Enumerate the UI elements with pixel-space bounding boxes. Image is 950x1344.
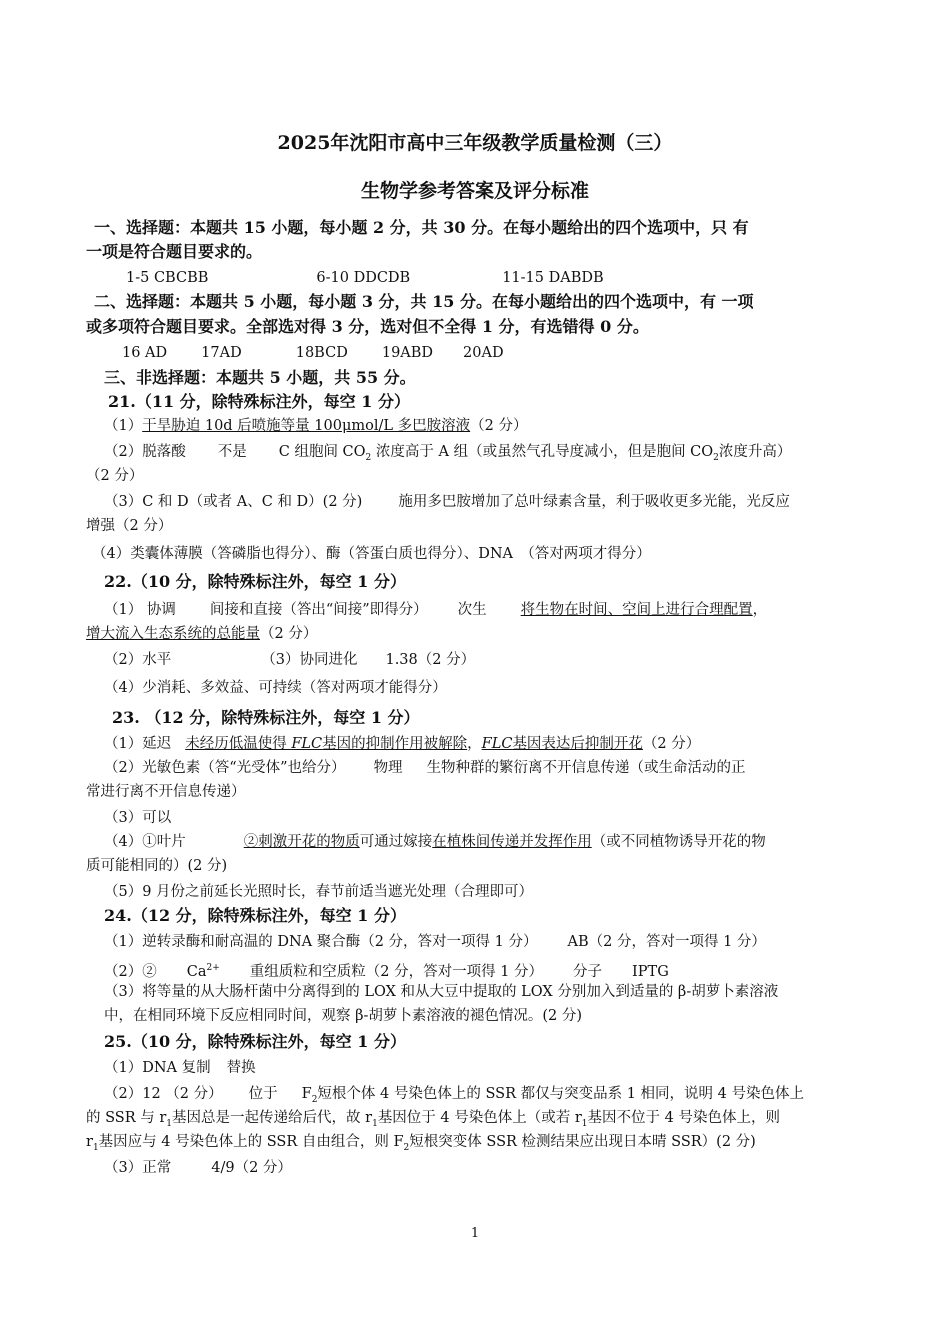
q23-answer-5: （5）9 月份之前延长光照时长，春节前适当遮光处理（合理即可） — [104, 884, 534, 900]
answer-20: 20AD — [463, 345, 504, 361]
q21-answer-1 — [104, 414, 864, 438]
q22-answer-1-cont — [86, 622, 864, 646]
q23-2-b: 物理 — [373, 760, 403, 776]
section3-heading: 三、非选择题：本题共 5 小题，共 55 分。 — [104, 368, 416, 387]
q24-2-d: 分子 — [573, 963, 603, 980]
q24-answer-1 — [104, 930, 864, 954]
q25-2-c1: F — [301, 1086, 312, 1102]
answer-18: 18BCD — [295, 345, 348, 361]
q25-2-b: 位于 — [248, 1086, 278, 1102]
q22-heading: 22.（10 分，除特殊标注外，每空 1 分） — [104, 572, 406, 591]
q25-1-b: 替换 — [226, 1060, 256, 1076]
q23-1-u2 — [482, 736, 643, 752]
q21-2-b: 不是 — [217, 444, 247, 460]
q24-2-a: （2）② — [104, 963, 157, 980]
q22-1b-u: 增大流入生态系统的总能量 — [86, 626, 260, 642]
q22-answer-4: （4）少消耗、多效益、可持续（答对两项才能得分） — [104, 680, 447, 696]
q21-2-a: （2）脱落酸 — [104, 444, 186, 460]
q21-2-c: C 组胞间 CO — [278, 444, 366, 460]
q25-3-3: 基因位于 4 号染色体上（或若 r — [377, 1110, 582, 1126]
answer-19: 19ABD — [381, 345, 434, 361]
q24-2-b: Ca — [186, 963, 207, 980]
q24-2-c: 重组质粒和空质粒（2 分，答对一项得 1 分） — [249, 963, 544, 980]
section2-heading: 二、选择题：本题共 5 小题，每小题 3 分，共 15 分。在每小题给出的四个选项中，有 一项 — [94, 292, 754, 311]
q23-2-c: 生物种群的繁衍离不开信息传递（或生命活动的正 — [426, 760, 746, 776]
q25-3-3s: 1 — [581, 1118, 588, 1129]
q22-1b-score: （2 分） — [260, 626, 318, 642]
section2-heading-cont: 或多项符合题目要求。全部选对得 3 分，选对但不全得 1 分，有选错得 0 分。 — [86, 317, 649, 336]
q25-3-2s: 1 — [372, 1118, 378, 1129]
q25-3-1: 的 SSR 与 r — [86, 1110, 167, 1126]
q23-1-u2i: FLC — [481, 736, 513, 752]
q22-2-b: （3）协同进化 — [261, 652, 358, 668]
q23-4-u1: ②刺激开花的物质 — [243, 834, 360, 850]
q24-1-a: （1）逆转录酶和耐高温的 DNA 聚合酶（2 分，答对一项得 1 分） — [104, 934, 538, 950]
q21-1-text: 干旱胁迫 10d 后喷施等量 100μmol/L 多巴胺溶液 — [142, 418, 471, 434]
section1-answers — [126, 266, 864, 290]
q22-1-u: 将生物在时间、空间上进行合理配置 — [520, 602, 753, 618]
q25-2-c2: 短根个体 4 号染色体上的 SSR 都仅与突变品系 1 相同，说明 4 号染色体上 — [317, 1086, 804, 1102]
q25-4-3: 短根突变体 SSR 检测结果应出现日本晴 SSR）(2 分) — [409, 1134, 756, 1150]
q23-answer-2 — [104, 756, 864, 780]
q25-3-2: 基因总是一起传递给后代，故 r — [172, 1110, 373, 1126]
q22-answer-2 — [104, 648, 864, 672]
q23-2-a: （2）光敏色素（答“光受体”也给分） — [104, 760, 346, 776]
q25-heading: 25.（10 分，除特殊标注外，每空 1 分） — [104, 1032, 406, 1051]
q21-3-b: 施用多巴胺增加了总叶绿素含量，利于吸收更多光能，光反应 — [398, 494, 790, 510]
page-subtitle: 生物学参考答案及评分标准 — [360, 180, 589, 202]
q25-5-b: 4/9（2 分） — [211, 1160, 292, 1176]
q23-1-u1 — [185, 736, 467, 752]
q21-answer-3-cont: 增强（2 分） — [86, 518, 173, 534]
q25-answer-3 — [104, 1156, 864, 1180]
answer-16: 16 AD — [122, 345, 168, 361]
q25-3-4: 基因不位于 4 号染色体上，则 — [587, 1110, 780, 1126]
section1-heading: 一、选择题：本题共 15 小题，每小题 2 分，共 30 分。在每小题给出的四个选项中，只 有 — [94, 218, 749, 237]
q23-1-u1i: FLC — [291, 736, 323, 752]
q21-3-a: （3）C 和 D（或者 A、C 和 D）(2 分) — [104, 494, 363, 510]
q23-answer-3: （3）可以 — [104, 810, 172, 826]
q23-answer-1 — [104, 732, 864, 756]
q25-4-2s: 2 — [403, 1142, 410, 1153]
q23-answer-4-cont: 质可能相同的）(2 分) — [86, 858, 228, 874]
q23-1-mid: ， — [467, 736, 482, 752]
q21-2-c3: 浓度升高） — [718, 444, 792, 460]
q24-answer-3: （3）将等量的从大肠杆菌中分离得到的 LOX 和从大豆中提取的 LOX 分别加入到适量的 β-胡萝卜素溶液 — [104, 984, 779, 1000]
section1-heading-cont: 一项是符合题目要求的。 — [86, 242, 263, 261]
q21-2-sub: 2 — [365, 452, 372, 463]
q25-4-1: r — [86, 1134, 93, 1150]
q23-heading: 23. （12 分，除特殊标注外，每空 1 分） — [112, 708, 420, 727]
q22-2-a: （2）水平 — [104, 652, 172, 668]
q24-answer-3-cont: 中，在相同环境下反应相同时间，观察 β-胡萝卜素溶液的褪色情况。(2 分) — [104, 1008, 583, 1024]
q22-1-c: 次生 — [457, 602, 487, 618]
q23-4-a: （4）①叶片 — [104, 834, 186, 850]
q21-answer-4: （4）类囊体薄膜（答磷脂也得分）、酶（答蛋白质也得分）、DNA （答对两项才得分） — [92, 546, 651, 562]
q21-1-label: （1） — [104, 418, 143, 434]
q24-2-sup: 2+ — [206, 963, 220, 973]
q23-1-score: （2 分） — [642, 736, 701, 752]
page-number: 1 — [470, 1226, 480, 1241]
q21-answer-3 — [104, 490, 864, 514]
q21-2-sub2: 2 — [713, 452, 719, 463]
page-title: 2025年沈阳市高中三年级教学质量检测（三） — [277, 132, 673, 154]
section2-answers — [122, 341, 864, 365]
q21-2-c2: 浓度高于 A 组（或虽然气孔导度减小，但是胞间 CO — [371, 444, 714, 460]
q21-answer-2-cont: （2 分） — [86, 468, 144, 484]
q23-4-m: 可通过嫁接 — [359, 834, 433, 850]
q25-2-c1s: 2 — [311, 1094, 318, 1105]
q25-answer-1 — [104, 1056, 864, 1080]
q21-heading: 21.（11 分，除特殊标注外，每空 1 分） — [108, 392, 410, 411]
q23-4-u2: 在植株间传递并发挥作用 — [432, 834, 592, 850]
q22-2-c: 1.38（2 分） — [385, 652, 476, 668]
q23-1-u1a: 未经历低温使得 — [185, 736, 292, 752]
q23-answer-2-cont: 常进行离不开信息传递） — [86, 784, 246, 800]
q23-1-u1b: 基因的抑制作用被解除 — [322, 736, 468, 752]
q22-1-b: 间接和直接（答出“间接”即得分） — [209, 602, 428, 618]
q24-2-e: IPTG — [632, 963, 669, 980]
q22-1-end: ， — [752, 602, 768, 618]
answer-1-5: 1-5 CBCBB — [126, 270, 209, 286]
q23-answer-4 — [104, 830, 864, 854]
answer-6-10: 6-10 DDCDB — [316, 270, 411, 286]
q24-heading: 24.（12 分，除特殊标注外，每空 1 分） — [104, 906, 406, 925]
q25-2-a: （2）12 （2 分） — [104, 1086, 223, 1102]
q25-5-a: （3）正常 — [104, 1160, 172, 1176]
q23-4-post: （或不同植物诱导开花的物 — [591, 834, 766, 850]
q21-1-score: （2 分） — [470, 418, 528, 434]
q25-4-2: 基因应与 4 号染色体上的 SSR 自由组合，则 F — [98, 1134, 404, 1150]
answer-11-15: 11-15 DABDB — [502, 270, 604, 286]
q25-4-1s: 1 — [92, 1142, 99, 1153]
q23-1-label: （1）延迟 — [104, 736, 172, 752]
q23-1-u2b: 基因表达后抑制开花 — [512, 736, 643, 752]
q22-1-a: （1） 协调 — [104, 602, 176, 618]
q24-1-b: AB（2 分，答对一项得 1 分） — [567, 934, 766, 950]
q22-answer-1 — [104, 598, 864, 622]
q25-1-a: （1）DNA 复制 — [104, 1060, 211, 1076]
answer-17: 17AD — [201, 345, 242, 361]
q25-3-1s: 1 — [166, 1118, 173, 1129]
